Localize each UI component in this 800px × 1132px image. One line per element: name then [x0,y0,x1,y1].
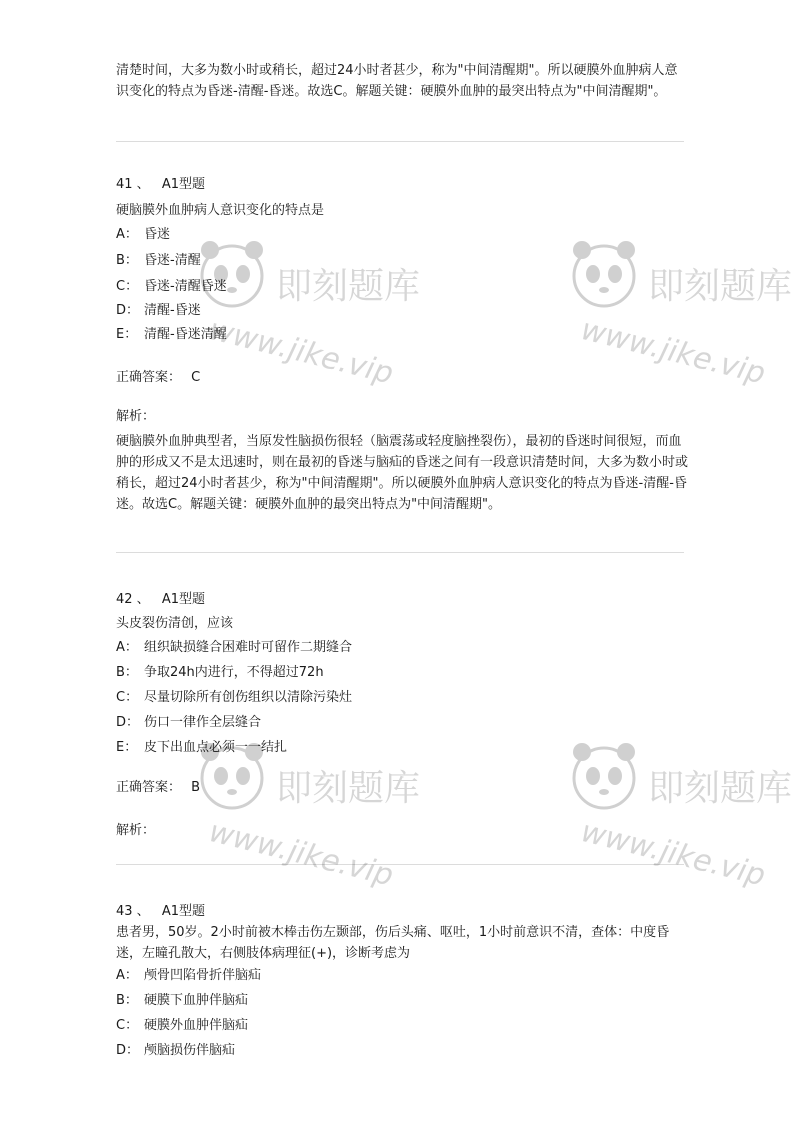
question-number: 41 、 [116,177,150,192]
option-a [116,226,170,244]
watermark-brand: 即刻题库 [648,266,793,307]
question-type: A1型题 [161,904,205,919]
question-header [116,176,205,194]
option-text: 尽量切除所有创伤组织以清除污染灶 [144,690,353,705]
correct-answer [116,369,200,387]
watermark-brand: 即刻题库 [276,768,421,809]
answer-value: B [191,780,201,795]
question-number: 42 、 [116,592,150,607]
watermark-url: www.jike.vip [205,814,397,894]
option-text: 昏迷-清醒 [144,253,201,268]
previous-explanation: 清楚时间，大多为数小时或稍长，超过24小时者甚少，称为"中间清醒期"。所以硬膜外血肿病人意识变化的特点为昏迷-清醒-昏迷。故选C。解题关键：硬膜外血肿的最突出特点为"中间清醒期"。 [116,63,678,99]
option-text: 硬膜外血肿伴脑疝 [144,1018,249,1033]
option-label: A： [116,227,138,242]
option-label: C： [116,279,139,294]
option-text: 昏迷 [144,227,171,242]
option-a [116,967,261,985]
option-c [116,689,352,707]
option-label: C： [116,1018,139,1033]
option-label: A： [116,968,138,983]
option-b [116,664,324,682]
option-label: C： [116,690,139,705]
analysis-label: 解析： [116,409,156,424]
question-divider [116,864,684,865]
watermark-brand: 即刻题库 [276,266,421,307]
option-text: 皮下出血点必须一一结扎 [144,740,288,755]
option-text: 硬膜下血肿伴脑疝 [144,993,249,1008]
question-type: A1型题 [161,592,205,607]
panda-logo-icon [568,236,640,312]
question-header [116,903,205,921]
option-label: B： [116,253,138,268]
analysis-label: 解析： [116,823,156,838]
question-divider [116,141,684,142]
option-label: A： [116,640,138,655]
option-b [116,252,201,270]
option-d [116,1042,235,1060]
option-text: 争取24h内进行，不得超过72h [144,665,324,680]
option-c [116,1017,248,1035]
option-c [116,278,227,296]
panda-logo-icon [568,738,640,814]
option-text: 昏迷-清醒昏迷 [144,279,227,294]
watermark [568,738,793,894]
question-divider [116,552,684,553]
answer-value: C [191,370,201,385]
question-stem: 患者男，50岁。2小时前被木棒击伤左颞部，伤后头痛、呕吐，1小时前意识不清，查体：中度昏迷，左瞳孔散大，右侧肢体病理征(+)，诊断考虑为 [116,925,670,961]
watermark-brand: 即刻题库 [648,768,793,809]
option-label: E： [116,740,138,755]
option-label: D： [116,303,140,318]
question-type: A1型题 [161,177,205,192]
question-header [116,591,205,609]
watermark [196,738,426,894]
option-text: 清醒-昏迷 [144,303,201,318]
option-text: 清醒-昏迷清醒 [144,327,227,342]
option-text: 颅骨凹陷骨折伴脑疝 [144,968,262,983]
option-d [116,302,201,320]
watermark-url: www.jike.vip [577,814,769,894]
analysis-text: 硬脑膜外血肿典型者，当原发性脑损伤很轻（脑震荡或轻度脑挫裂伤），最初的昏迷时间很短，而血肿的形成又不是太迅速时，则在最初的昏迷与脑疝的昏迷之间有一段意识清楚时间，大多为数小时或稍长，超过24小时者甚少，称为"中间清醒期"。所以硬膜外血肿病人意识变化的特点为昏迷-清醒-昏迷。故选C。解题关键：硬膜外血肿的最突出特点为"中间清醒期"。 [116,434,689,512]
option-b [116,992,248,1010]
question-stem: 硬脑膜外血肿病人意识变化的特点是 [116,203,325,218]
correct-answer [116,779,200,797]
watermark [196,236,426,392]
option-e [116,326,227,344]
question-number: 43 、 [116,904,150,919]
answer-label: 正确答案： [116,780,182,795]
option-label: E： [116,327,138,342]
watermark [568,236,793,392]
option-text: 伤口一律作全层缝合 [144,715,262,730]
watermark-url: www.jike.vip [577,312,769,392]
answer-label: 正确答案： [116,370,182,385]
option-d [116,714,261,732]
option-a [116,639,352,657]
option-text: 组织缺损缝合困难时可留作二期缝合 [144,640,353,655]
watermark-url: www.jike.vip [205,312,397,392]
option-e [116,739,287,757]
option-label: B： [116,665,138,680]
option-text: 颅脑损伤伴脑疝 [144,1043,236,1058]
option-label: D： [116,1043,140,1058]
question-stem: 头皮裂伤清创，应该 [116,616,234,631]
option-label: D： [116,715,140,730]
panda-logo-icon [196,236,268,312]
option-label: B： [116,993,138,1008]
